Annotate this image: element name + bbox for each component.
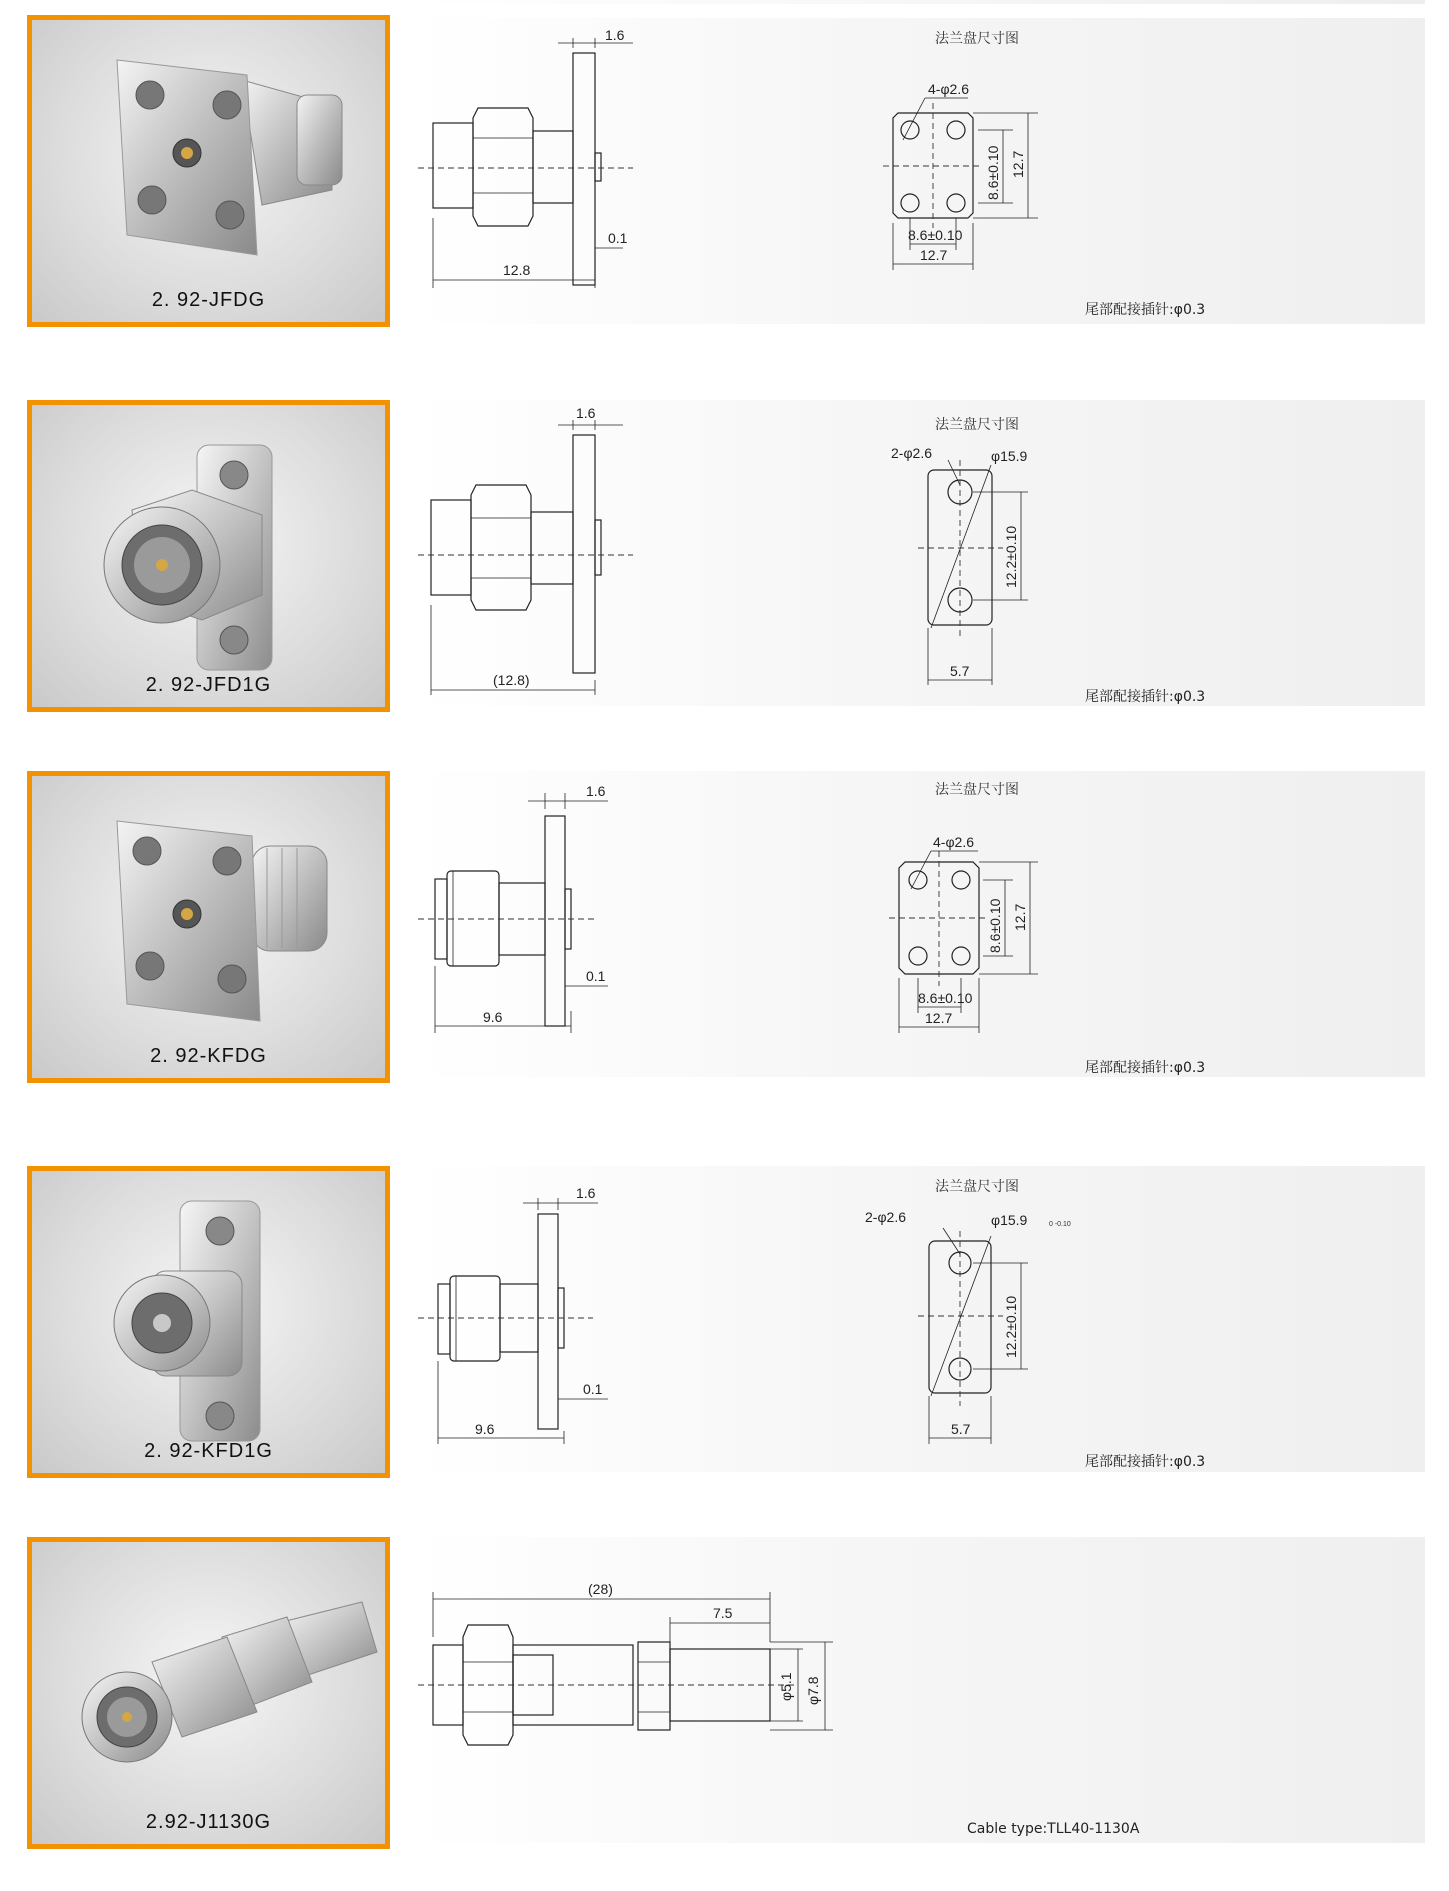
drawing-panel xyxy=(413,18,1425,324)
flange-holes: 2-φ2.6 xyxy=(891,445,932,461)
pin-note: 尾部配接插针:φ0.3 xyxy=(1085,1060,1206,1076)
flange-diameter-tol: 0 -0.10 xyxy=(1049,1221,1071,1228)
dim-flange-thickness: 1.6 xyxy=(576,1185,596,1201)
cable-note: Cable type:TLL40-1130A xyxy=(967,1821,1140,1837)
flange-title: 法兰盘尺寸图 xyxy=(935,417,1019,433)
technical-drawing xyxy=(413,400,1425,706)
flange-width: 5.7 xyxy=(951,1421,971,1437)
flange-pitch-h: 8.6±0.10 xyxy=(908,227,963,243)
product-row-kfd1g xyxy=(0,1166,1449,1476)
product-model-label: 2.92-J1130G xyxy=(145,1811,272,1833)
product-model-label: 2. 92-JFDG xyxy=(151,289,266,311)
dim-length: 9.6 xyxy=(475,1421,495,1437)
flange-title: 法兰盘尺寸图 xyxy=(935,1179,1019,1195)
product-photo xyxy=(27,771,390,1083)
technical-drawing xyxy=(413,1537,1425,1843)
product-photo xyxy=(27,15,390,327)
flange-size-v: 12.7 xyxy=(1012,903,1028,931)
product-row-jfd1g xyxy=(0,400,1449,710)
flange-holes: 4-φ2.6 xyxy=(928,81,969,97)
product-row-j1130g xyxy=(0,1537,1449,1847)
dim-flange-thickness: 1.6 xyxy=(576,405,596,421)
dim-length: (12.8) xyxy=(493,672,530,688)
drawing-panel xyxy=(413,400,1425,706)
flange-pitch-v: 12.2±0.10 xyxy=(1003,525,1019,588)
product-row-jfdg xyxy=(0,15,1449,325)
flange-pitch-v: 8.6±0.10 xyxy=(987,898,1003,953)
dim-flange-thickness: 1.6 xyxy=(586,783,606,799)
dim-gap: 0.1 xyxy=(583,1381,603,1397)
flange-pitch-v: 8.6±0.10 xyxy=(985,145,1001,200)
flange-title: 法兰盘尺寸图 xyxy=(935,782,1019,798)
product-row-kfdg xyxy=(0,771,1449,1081)
drawing-panel xyxy=(413,1166,1425,1472)
connector-render-icon xyxy=(32,405,385,707)
connector-render-icon xyxy=(32,20,385,322)
pin-note: 尾部配接插针:φ0.3 xyxy=(1085,302,1206,318)
product-model-label: 2. 92-JFD1G xyxy=(145,674,272,696)
drawing-panel xyxy=(413,771,1425,1077)
flange-holes: 2-φ2.6 xyxy=(865,1209,906,1225)
flange-holes: 4-φ2.6 xyxy=(933,834,974,850)
dim-length: (28) xyxy=(588,1581,613,1597)
product-photo xyxy=(27,400,390,712)
dim-gap: 0.1 xyxy=(586,968,606,984)
top-divider xyxy=(413,0,1425,4)
dim-rear-length: 7.5 xyxy=(713,1605,733,1621)
flange-size-h: 12.7 xyxy=(920,247,948,263)
technical-drawing xyxy=(413,771,1425,1077)
connector-render-icon xyxy=(32,1171,385,1473)
dim-inner-dia: φ5.1 xyxy=(778,1672,794,1701)
dim-gap: 0.1 xyxy=(608,230,628,246)
flange-size-h: 12.7 xyxy=(925,1010,953,1026)
product-model-label: 2. 92-KFD1G xyxy=(144,1440,273,1462)
flange-diameter: φ15.9 xyxy=(991,1212,1028,1228)
dim-length: 12.8 xyxy=(503,262,531,278)
dim-flange-thickness: 1.6 xyxy=(605,27,625,43)
product-model-label: 2. 92-KFDG xyxy=(150,1045,267,1067)
dim-length: 9.6 xyxy=(483,1009,503,1025)
dim-outer-dia: φ7.8 xyxy=(805,1676,821,1705)
connector-render-icon xyxy=(32,776,385,1078)
connector-render-icon xyxy=(32,1542,385,1844)
flange-title: 法兰盘尺寸图 xyxy=(935,31,1019,47)
product-photo xyxy=(27,1537,390,1849)
flange-pitch-h: 8.6±0.10 xyxy=(918,990,973,1006)
flange-width: 5.7 xyxy=(950,663,970,679)
technical-drawing xyxy=(413,1166,1425,1472)
pin-note: 尾部配接插针:φ0.3 xyxy=(1085,689,1206,705)
pin-note: 尾部配接插针:φ0.3 xyxy=(1085,1454,1206,1470)
technical-drawing xyxy=(413,18,1425,324)
flange-size-v: 12.7 xyxy=(1010,150,1026,178)
product-photo xyxy=(27,1166,390,1478)
drawing-panel xyxy=(413,1537,1425,1843)
flange-pitch-v: 12.2±0.10 xyxy=(1003,1295,1019,1358)
flange-diameter: φ15.9 xyxy=(991,448,1028,464)
